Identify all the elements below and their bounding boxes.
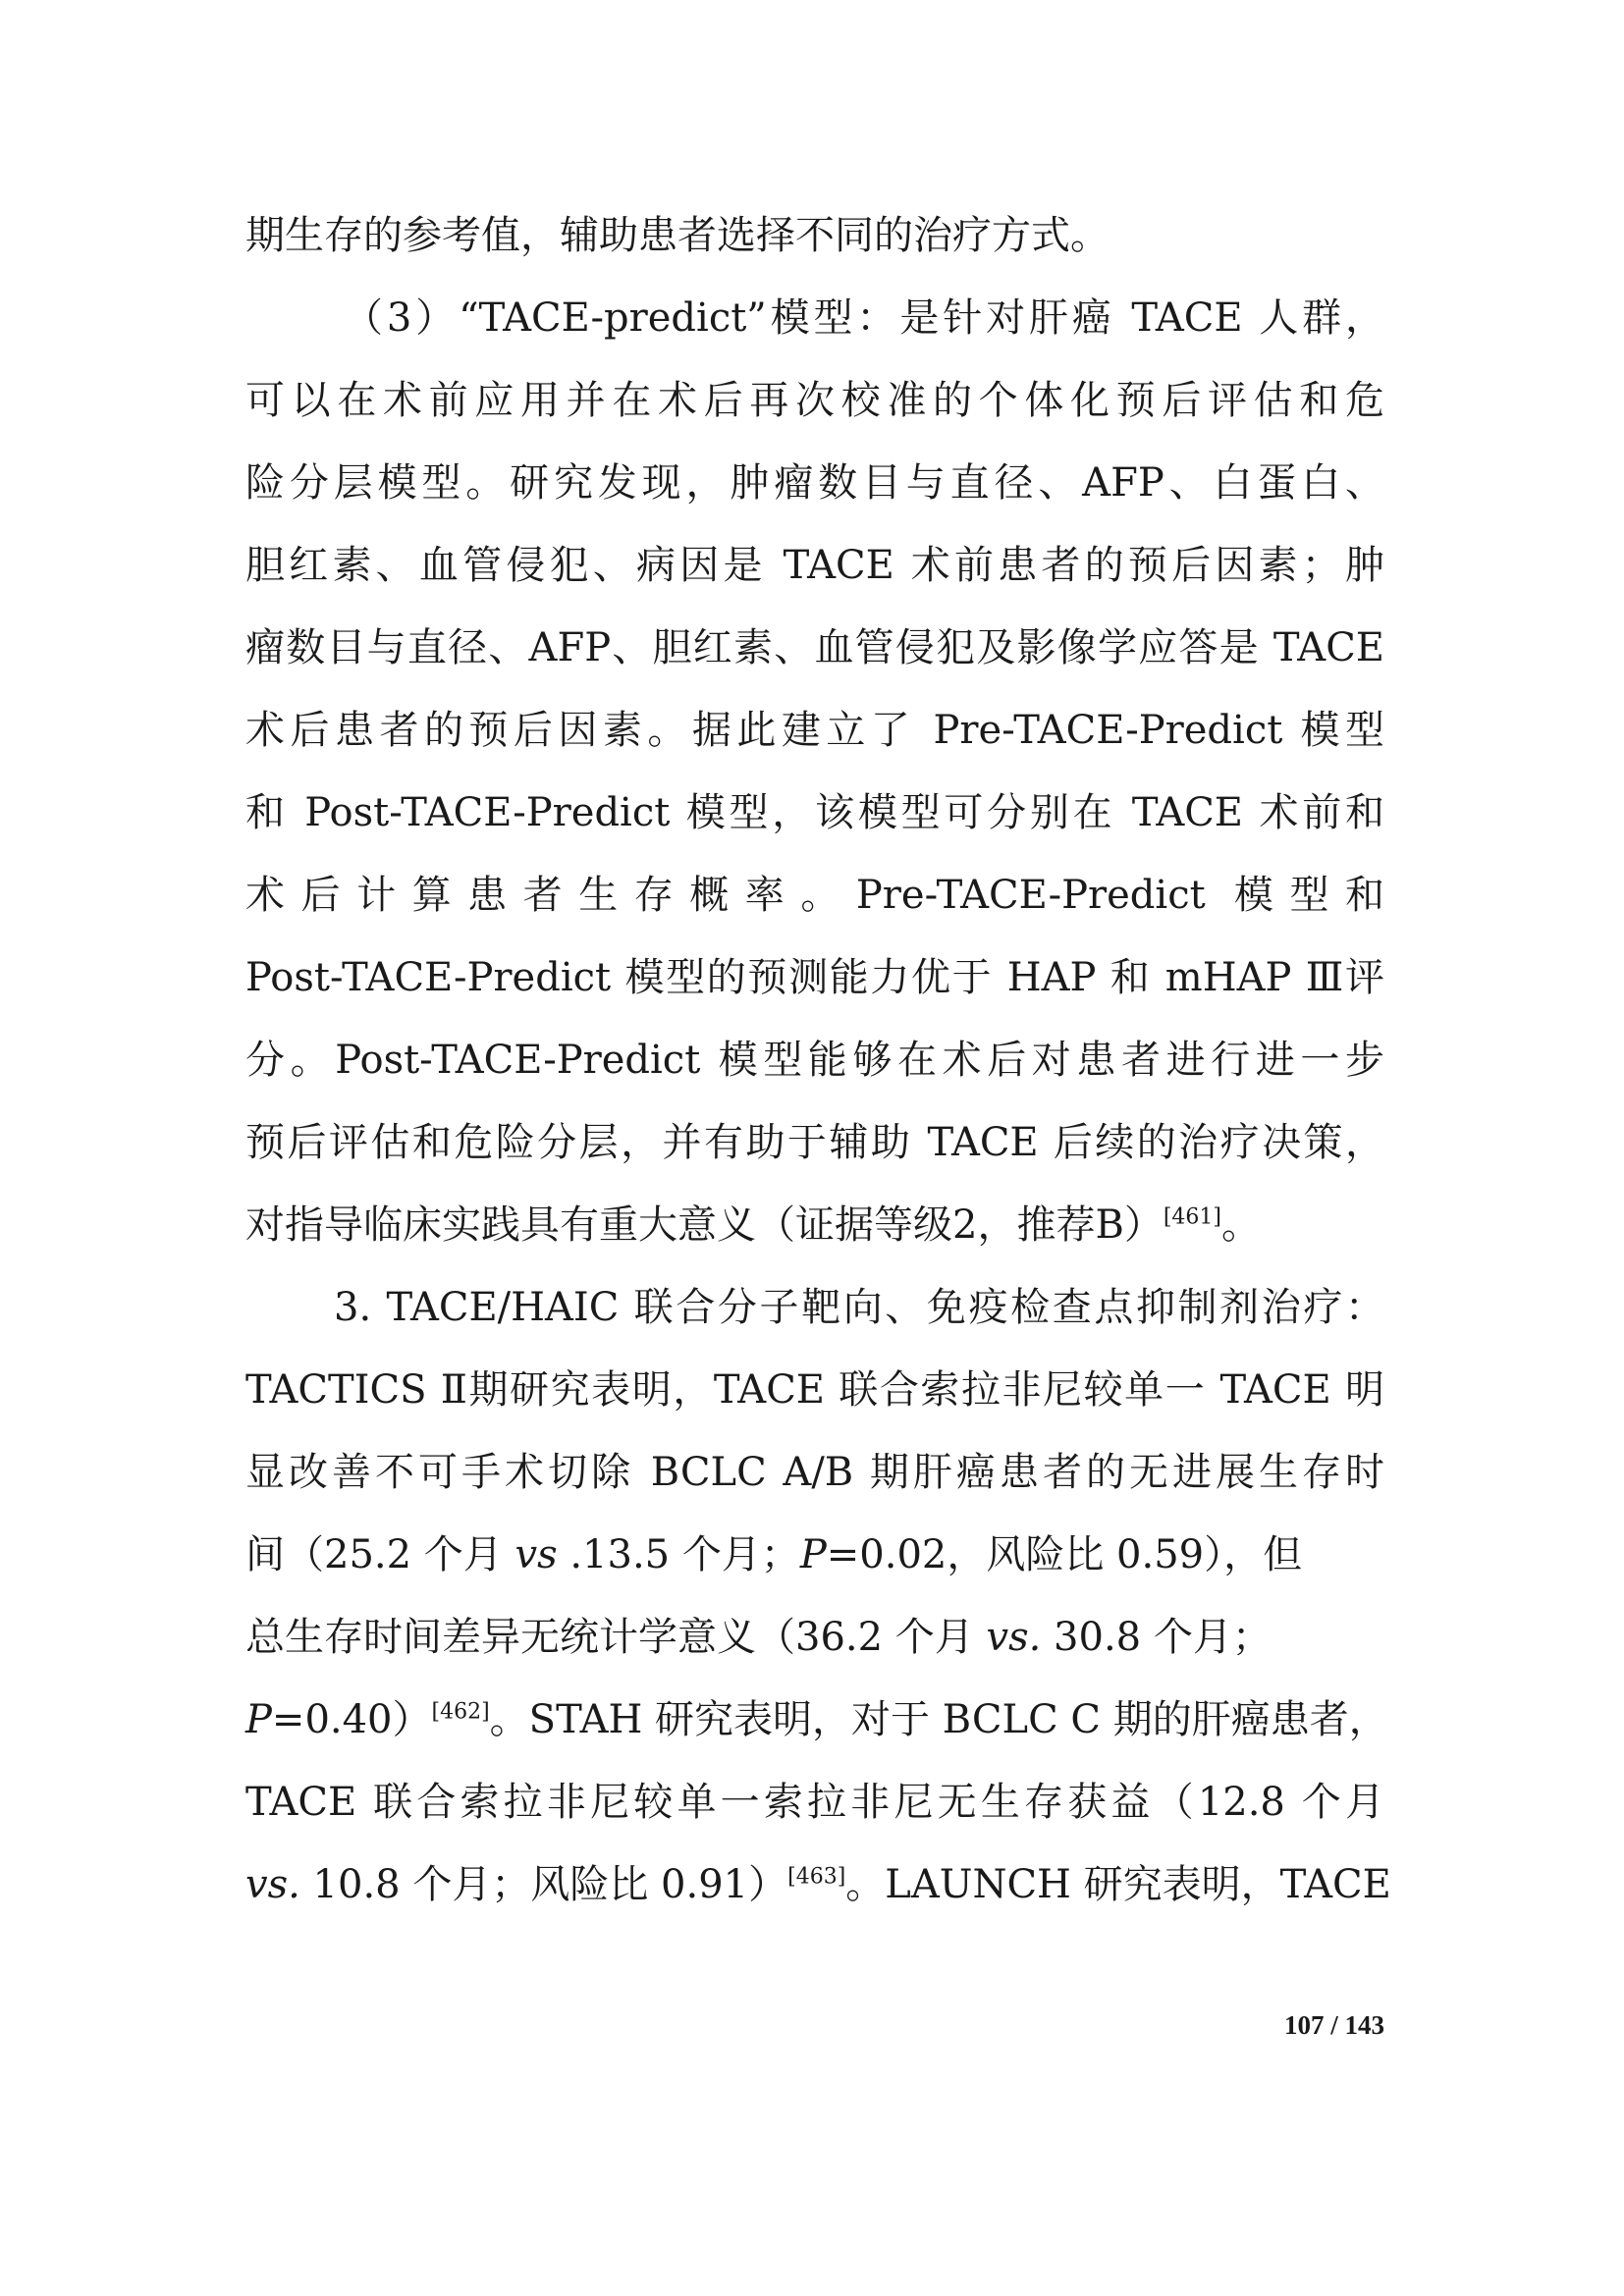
line-text: 间（25.2 个月 [245,1532,515,1577]
paragraph-line: 术后患者的预后因素。据此建立了 Pre-TACE-Predict 模型 [245,708,1384,753]
line-text: 30.8 个月； [1041,1615,1272,1660]
page-number: 107 / 143 [1283,2010,1384,2040]
line-text: 。STAH 研究表明，对于 BCLC C 期的肝癌患者， [489,1697,1388,1742]
line-text: .13.5 个月； [557,1532,800,1577]
line-text: 对指导临床实践具有重大意义（证据等级2，推荐B） [245,1202,1164,1248]
italic-vs: vs [514,1532,558,1577]
italic-vs: vs. [986,1615,1042,1660]
paragraph-line: 预后评估和危险分层，并有助于辅助 TACE 后续的治疗决策， [245,1120,1384,1165]
paragraph-line: （3）“TACE-predict”模型：是针对肝癌 TACE 人群， [344,295,1384,341]
paragraph-line: 瘤数目与直径、AFP、胆红素、血管侵犯及影像学应答是 TACE [245,625,1384,670]
paragraph-line: 胆红素、血管侵犯、病因是 TACE 术前患者的预后因素；肿 [245,543,1384,588]
section-heading-line: 3. TACE/HAIC 联合分子靶向、免疫检查点抑制剂治疗： [334,1285,1384,1330]
paragraph-line: 显改善不可手术切除 BCLC A/B 期肝癌患者的无进展生存时 [245,1450,1384,1495]
paragraph-line [245,1690,1388,1749]
line-text: 总生存时间差异无统计学意义（36.2 个月 [245,1615,987,1660]
paragraph-line: 术后计算患者生存概率。Pre-TACE-Predict 模型和 [245,873,1384,918]
line-text: 。LAUNCH 研究表明，TACE [845,1862,1391,1907]
citation-ref: [463] [787,1864,846,1890]
line-text: 10.8 个月；风险比 0.91） [299,1862,788,1907]
citation-ref: [461] [1163,1204,1222,1230]
paragraph-line [245,1855,1391,1914]
paragraph-line [245,1608,1384,1667]
line-text: =0.40） [271,1697,432,1742]
italic-p: P [799,1532,827,1577]
paragraph-line: TACTICS Ⅱ期研究表明，TACE 联合索拉非尼较单一 TACE 明 [245,1367,1384,1413]
citation-ref: [462] [431,1699,490,1725]
paragraph-line [245,1525,1384,1584]
paragraph-line: Post-TACE-Predict 模型的预测能力优于 HAP 和 mHAP Ⅲ评 [245,955,1384,1000]
paragraph-line: 险分层模型。研究发现，肿瘤数目与直径、AFP、白蛋白、 [245,460,1384,506]
italic-vs: vs. [245,1862,300,1907]
line-text: 。 [1221,1202,1262,1248]
paragraph-line [245,1196,1384,1255]
paragraph-line: 分。Post-TACE-Predict 模型能够在术后对患者进行进一步 [245,1038,1384,1083]
line-text: =0.02，风险比 0.59），但 [826,1532,1303,1577]
paragraph-line: TACE 联合索拉非尼较单一索拉非尼无生存获益（12.8 个月 [245,1780,1384,1825]
paragraph-line: 可以在术前应用并在术后再次校准的个体化预后评估和危 [245,378,1384,423]
paragraph-line: 期生存的参考值，辅助患者选择不同的治疗方式。 [245,213,1110,258]
paragraph-line: 和 Post-TACE-Predict 模型，该模型可分别在 TACE 术前和 [245,790,1384,835]
italic-p: P [245,1697,272,1742]
